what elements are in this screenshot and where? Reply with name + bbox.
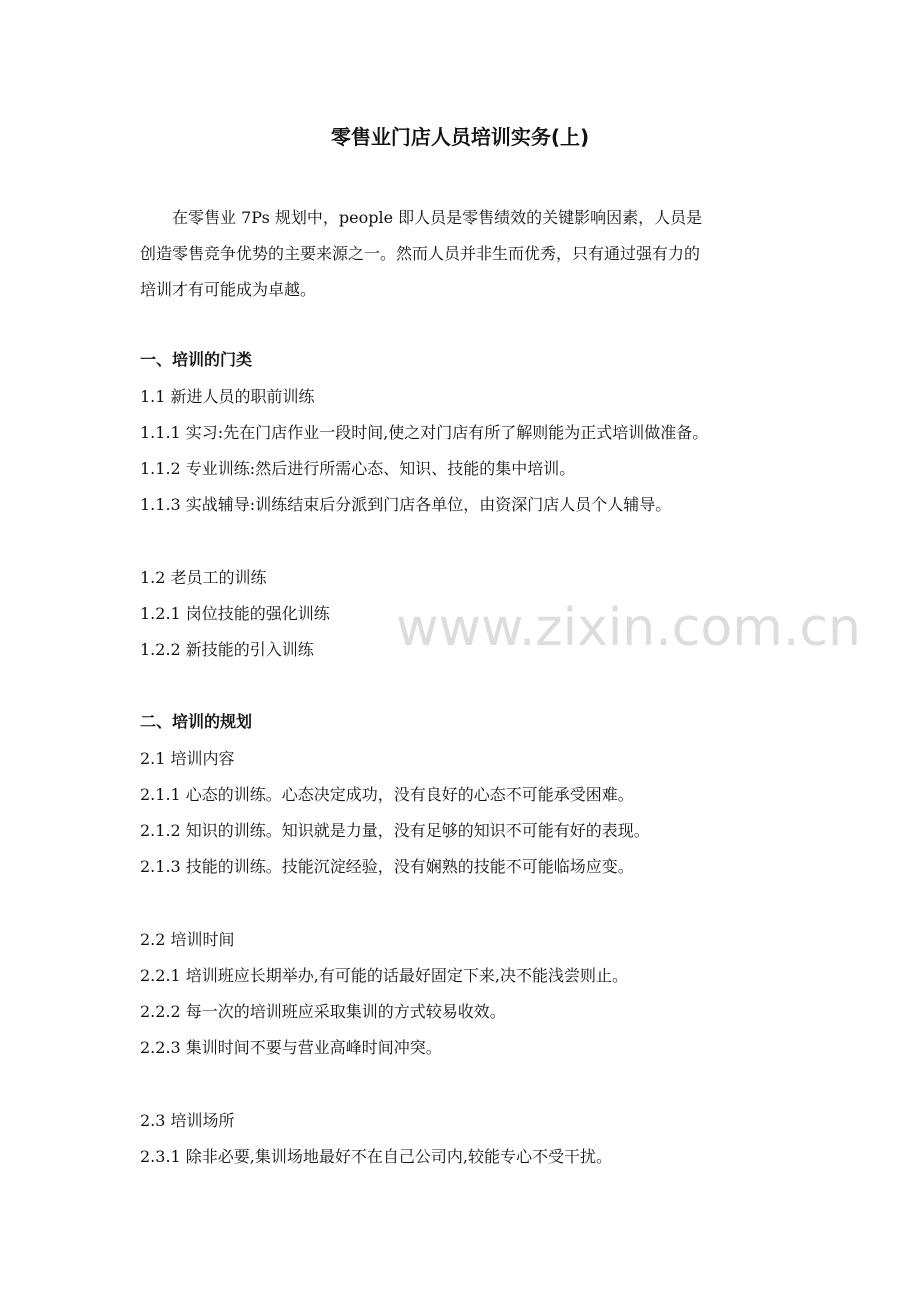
item-1-1-1: 1.1.1 实习:先在门店作业一段时间,使之对门店有所了解则能为正式培训做准备。	[140, 423, 709, 442]
intro-paragraph	[140, 200, 790, 308]
intro-line-2: 创造零售竞争优势的主要来源之一。然而人员并非生而优秀，只有通过强有力的	[140, 244, 701, 263]
watermark: www.zixin.com.cn	[396, 598, 861, 658]
intro-line-1: 在零售业 7Ps 规划中，people 即人员是零售绩效的关键影响因素，人员是	[140, 208, 703, 227]
item-2-1-3: 2.1.3 技能的训练。技能沉淀经验，没有娴熟的技能不可能临场应变。	[140, 857, 634, 876]
item-1-2-1: 1.2.1 岗位技能的强化训练	[140, 604, 330, 623]
subsection-1-1: 1.1 新进人员的职前训练	[140, 387, 315, 406]
item-1-1-3: 1.1.3 实战辅导:训练结束后分派到门店各单位，由资深门店人员个人辅导。	[140, 495, 672, 514]
item-1-1-2: 1.1.2 专业训练:然后进行所需心态、知识、技能的集中培训。	[140, 459, 576, 478]
item-2-2-3: 2.2.3 集训时间不要与营业高峰时间冲突。	[140, 1038, 442, 1057]
item-2-1-1: 2.1.1 心态的训练。心态决定成功，没有良好的心态不可能承受困难。	[140, 785, 634, 804]
item-2-3-1: 2.3.1 除非必要,集训场地最好不在自己公司内,较能专心不受干扰。	[140, 1147, 612, 1166]
item-2-2-1: 2.2.1 培训班应长期举办,有可能的话最好固定下来,决不能浅尝则止。	[140, 966, 628, 985]
subsection-2-3: 2.3 培训场所	[140, 1111, 235, 1130]
document-title: 零售业门店人员培训实务(上)	[330, 125, 590, 149]
section-1-heading: 一、培训的门类	[140, 350, 253, 369]
subsection-2-2: 2.2 培训时间	[140, 930, 235, 949]
intro-line-3: 培训才有可能成为卓越。	[140, 280, 317, 299]
section-2-heading: 二、培训的规划	[140, 712, 253, 731]
subsection-1-2: 1.2 老员工的训练	[140, 568, 267, 587]
item-2-1-2: 2.1.2 知识的训练。知识就是力量，没有足够的知识不可能有好的表现。	[140, 821, 650, 840]
item-2-2-2: 2.2.2 每一次的培训班应采取集训的方式较易收效。	[140, 1002, 506, 1021]
subsection-2-1: 2.1 培训内容	[140, 749, 235, 768]
item-1-2-2: 1.2.2 新技能的引入训练	[140, 640, 314, 659]
